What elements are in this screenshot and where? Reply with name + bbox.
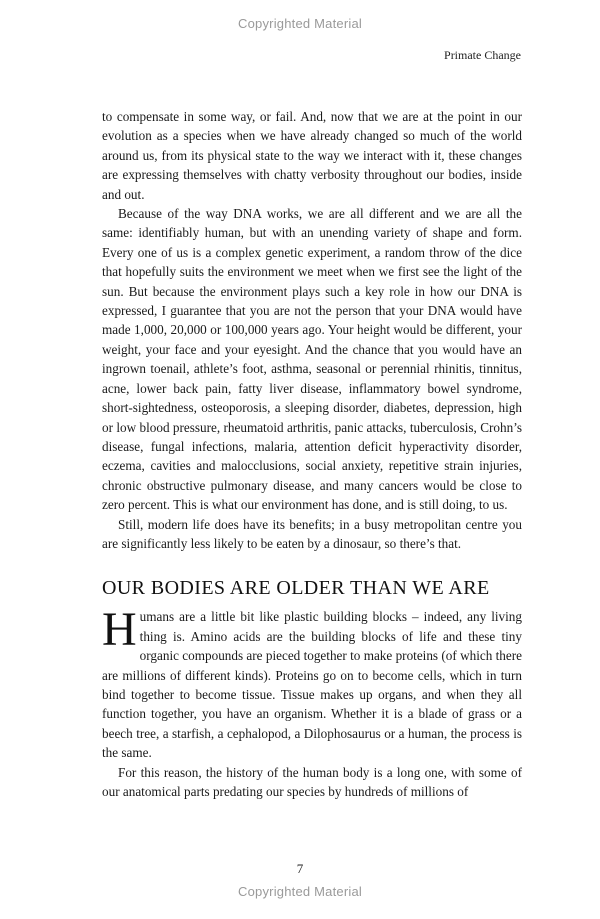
- body-text: [102, 107, 522, 801]
- running-head: Primate Change: [444, 48, 521, 62]
- copyright-watermark-bottom: Copyrighted Material: [238, 884, 362, 899]
- paragraph-1: to compensate in some way, or fail. And, now that we are at the point in our evolution as a species when we have already changed so much of the world around us, from its physical state to the way we interact with it, these changes are expressing themselves with chatty verbosity throughout our bodies, inside and out.: [102, 109, 522, 202]
- drop-cap: H: [102, 603, 137, 657]
- paragraph-3: Still, modern life does have its benefits; in a busy metropolitan centre you are significantly less likely to be eaten by a dinosaur, so there’s that.: [102, 516, 522, 551]
- paragraph-5: For this reason, the history of the human body is a long one, with some of our anatomical parts predating our species by hundreds of millions of: [102, 764, 522, 799]
- copyright-watermark-top: Copyrighted Material: [238, 16, 362, 31]
- paragraph-2: Because of the way DNA works, we are all different and we are all the same: identifiably human, but with an unending variety of shape and form. Every one of us is a complex genetic experiment, a random throw of the dice that hopefully suits the environment we meet when we first see the light of the sun. But because the environment plays such a key role in how our DNA is expressed, I guarantee that you are not the person that your DNA would have made 1,000, 20,000 or 100,000 years ago. Your height would be different, your weight, your face and your eyesight. And the chance that you would have an ingrown toenail, athlete’s foot, asthma, seasonal or perennial rhinitis, tinnitus, acne, lower back pain, fatty liver disease, inflammatory bowel syndrome, short-sightedness, osteoporosis, a sleeping disorder, diabetes, depression, high or low blood pressure, rheumatoid arthritis, panic attacks, tuberculosis, Crohn’s disease, fungal infections, malaria, attention deficit hyperactivity disorder, eczema, cavities and malocclusions, social anxiety, repetitive strain injuries, chronic obstructive pulmonary disease, and many cancers would be close to zero percent. This is what our environment has done, and is still doing, to us.: [102, 206, 522, 513]
- section-heading: OUR BODIES ARE OLDER THAN WE ARE: [102, 577, 490, 600]
- page-number: 7: [296, 861, 304, 876]
- paragraph-4-text: umans are a little bit like plastic building blocks – indeed, any living thing is. Amino acids are the building blocks of life and these tiny organic compounds are pieced together to make proteins (of which there are millions of different kinds). Proteins go on to become cells, which in turn bind together to become tissue. Tissue makes up organs, and when they all function together, you have an organism. Whether it is a blade of grass or a beech tree, a starfish, a cephalopod, a Dilophosaurus or a human, the process is the same.: [102, 609, 522, 761]
- paragraph-4: [102, 603, 522, 762]
